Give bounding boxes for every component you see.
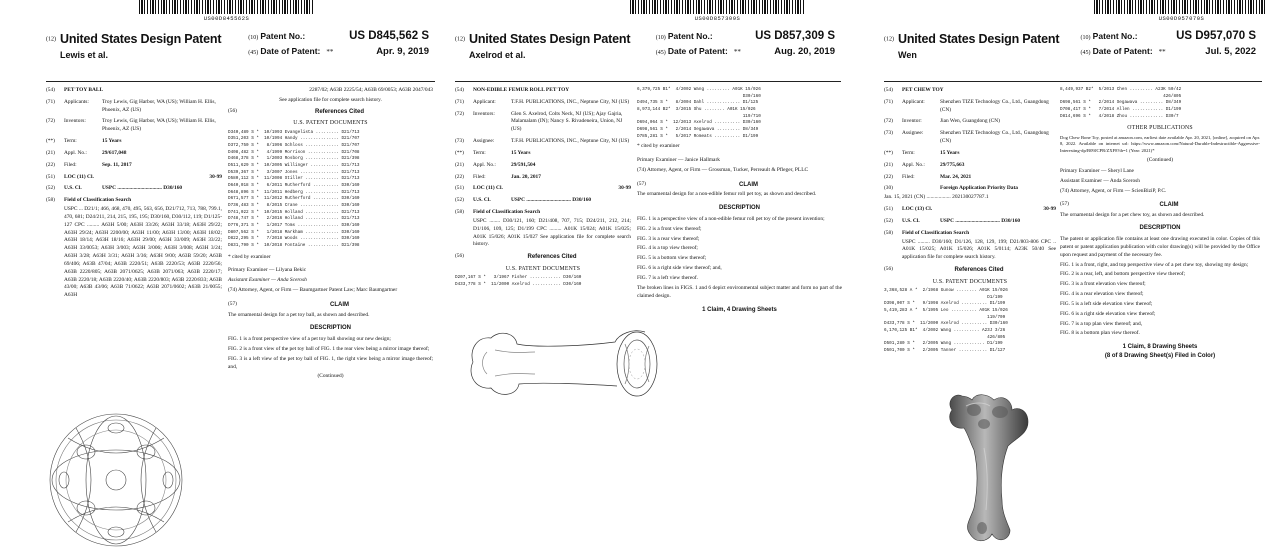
entry-foreign-priority: (30) Foreign Application Priority Data: [884, 185, 1018, 192]
chew-toy-drawing: [944, 388, 1034, 548]
patent-date: Jul. 5, 2022: [1205, 46, 1256, 57]
claim-text: The ornamental design for a non-edible femur roll pet toy, as shown and described.: [637, 191, 817, 198]
claims-sheets: 1 Claim, 4 Drawing Sheets: [702, 307, 777, 314]
femur-drawing: [465, 322, 675, 404]
entry-inventors: (72) Inventors: Troy Lewis, Gig Harbor, WA (US); William H. Ellis, Phoenix, AZ (US): [46, 118, 216, 133]
entry-field-search: (58) Field of Classification Search: [884, 229, 970, 236]
entry-filed: (22) Filed: Jan. 20, 2017: [455, 173, 541, 180]
description-line: FIG. 4 is a rear elevation view thereof;: [1060, 291, 1144, 298]
patent-date: Apr. 9, 2019: [376, 46, 429, 57]
patent-number: US D957,070 S: [1176, 30, 1256, 42]
description-line: FIG. 6 is a right side elevation view thereof;: [1060, 310, 1156, 317]
description-line: FIG. 3 is a left view of the pet toy ball of FIG. 1, the right view being a mirror image thereof; and,: [228, 355, 433, 370]
barcode: [1094, 0, 1266, 24]
date-star: **: [1158, 48, 1166, 56]
right-column: [1060, 87, 1260, 361]
entry-applicant: (71) Applicant: T.F.H. PUBLICATIONS, INC., Neptune City, NJ (US): [455, 98, 630, 105]
references-list-continued: 8,449,937 B2* 5/2013 Chen ......... A23K 50/42 426/805 D698,561 S * 2/2014 Segawava ......... D8/349 D708,417 S * 7/2014 Allen ............ D1/199 D814,696 S * 4/2018 Zhou ............. D30/7: [1060, 87, 1182, 119]
barcode: [630, 0, 805, 24]
assistant-examiner: Assistant Examiner — Anda Scerosh: [228, 277, 307, 284]
description-line: The broken lines in FIGS. 1 and 6 depict environmental subject matter and form no part of the claimed design.: [637, 284, 842, 299]
entry-term: (**) Term: 15 Years: [884, 149, 960, 156]
description-line: FIG. 7 is a top plan view thereof; and,: [1060, 320, 1143, 327]
description-line: FIG. 1 is a front perspective view of a pet toy ball showing our new design;: [228, 336, 391, 343]
patent-title: United States Design Patent: [60, 32, 222, 46]
claim-header: (57) CLAIM: [228, 300, 349, 308]
barcode-bars: [630, 0, 805, 14]
classification-text: USPC ......... D30/160; D1/126, 128, 129, 199; D21/803-806 CPC .. A01K 15/025; A01K 15/026; A01K 5/0114; A23K 50/40 See application file for complete search history.: [902, 238, 1056, 261]
entry-appl-no: (21) Appl. No.: 29/617,048: [46, 149, 127, 156]
description-heading: DESCRIPTION: [1139, 225, 1181, 232]
patent-no-code: (10): [248, 35, 259, 41]
right-column: [637, 87, 842, 318]
date-label: Date of Patent:: [260, 46, 321, 56]
patent-number: US D845,562 S: [349, 30, 429, 42]
entry-us-cl: (52) U.S. Cl. USPC ................................. D30/160: [46, 185, 183, 192]
references-list: D340,489 S * 10/1993 Evangelista ......... D21/713 D351,203 S * 10/1994 Handy ............... D21/707 D372,750 S * 8/1996 Schloss ............. D21/707 D408,482 S * 4/1999 Morrison ............ D21/708 D468,378 S * 1/2003 Rosborg ............. D21/398 D511,629 S * 10/2005 Willinger ........... D21/713 D539,367 S * 3/2007 Jones ............... D21/713 D580,112 S * 11/2008 Stiller ............. D21/713 D640,018 S * 6/2011 Rutherford .......... D30/160 D648,896 S * 11/2011 Hedberg ............. D21/713 D671,577 S * 11/2012 Rutherford .......... D30/160 D736,483 S * 8/2015 Crane ............... D30/160 D741,022 S * 10/2015 Holland ............. D21/713 D748,747 S * 2/2016 Holland ............. D21/713 D776,371 S * 1/2017 Toms ................ D30/160 D807,562 S * 1/2018 Markham ............. D30/160 D822,295 S * 7/2018 Woods ............... D30/160 D831,790 S * 10/2018 Fontaine ............ D21/398: [228, 129, 360, 248]
femur-roll-illustration: [465, 322, 675, 404]
barcode-bars: [1094, 0, 1266, 14]
patent-no-code: (10): [655, 35, 666, 41]
description-line: FIG. 5 is a left side elevation view thereof;: [1060, 300, 1153, 307]
other-publications-heading: OTHER PUBLICATIONS: [1127, 125, 1193, 132]
description-heading: DESCRIPTION: [309, 325, 351, 332]
primary-examiner: Primary Examiner — Janice Hallmark: [637, 157, 720, 164]
classification-text: USPC ........ D30/121, 160; D21/408, 707, 715; D24/211, 212, 214; D1/106, 109, 125; D1/199 CPC ......... A01K 15/024; A01K 15/025; A01K 15/026; A01K 15/027 See application file for complete search history.: [473, 217, 631, 248]
country-code: (12): [46, 36, 56, 43]
references-sub: U.S. PATENT DOCUMENTS: [505, 265, 581, 272]
entry-inventors: (72) Inventors: Glen S. Axelrod, Colts Neck, NJ (US); Ajay Gajria, Malamalam (IN); Nancy S. Rivadeneira, Union, NJ (US): [455, 110, 623, 133]
attorney: (74) Attorney, Agent, or Firm — Baumgartner Patent Law; Marc Baumgartner: [228, 287, 398, 294]
barcode: [139, 0, 314, 24]
classification-text: USPC ... D21/1; 466, 468, 470, 495, 563, 656, D21/712, 713, 788, 799.1, 470, 681; D24/211, 214, 215, 195, 195; D30/160, D30/112, 119; D1/125-127 CPC ......... A63H 5/00; A63H 33/26; A63H 33/18; A63H 29/22; A63H 29/24; A63H 2200/00; A63H 11/00; A63H 13/00; A63H 18/02; A63H 18/14; A63H 18/16; A63H 29/00; A63H 33/009; A63H 33/22; A63H 33/0053; A63H 3/003; A63H 3/006; A63H 3/008; A63H 3/24; A63H 3/28; A63H 3/31; A63H 3/36; A63H 9/00; A63B 59/20; A63B 69/406; A63B 47/04; A63B 2220/51; A63B 2220/53; A63B 2220/56; A63B 2220/805; A63B 2071/0625; A63B 2071/063; A63B 2220/17; A63B 2220/18; A63B 2220/40; A63B 2220/803; A63B 2220/833; A63B 43/00; A63B 43/06; A63B 71/0622; A63B 2071/0602; A63B 21/0055; A63H: [64, 206, 222, 299]
entry-loc: (51) LOC (11) Cl. 30-99: [455, 185, 631, 192]
left-column: [455, 87, 631, 289]
entry-loc: (51) LOC (13) Cl. 30-99: [884, 206, 1056, 213]
inventor-line: Axelrod et al.: [469, 50, 526, 60]
primary-examiner: Primary Examiner — Sheryl Lane: [1060, 168, 1134, 175]
header-rule: [455, 81, 841, 82]
entry-us-cl: (52) U.S. Cl. USPC ................................. D30/160: [455, 197, 592, 204]
other-publications: Dog Chew Bone Toy, posted at amazon.com, earliest date available Apr. 20, 2021, [online], acquired on Apr. 8, 2022. Available on internet url: https://www.amazon.com/Natural-Durable-Indestructible-Aggressive-Interesting-dp/B09JCPR/ZXF8?th=1 (Year: 2021)*: [1060, 134, 1260, 153]
patent-header: [455, 30, 841, 82]
description-line: FIG. 1 is a front, right, and top perspective view of a pet chew toy, showing my design;: [1060, 261, 1249, 268]
country-code: (12): [455, 36, 465, 43]
description-line: FIG. 7 is a left view thereof.: [637, 274, 699, 281]
pet-toy-ball-illustration: [46, 408, 186, 551]
description-heading: DESCRIPTION: [718, 205, 760, 212]
patent-date: Aug. 20, 2019: [774, 46, 835, 57]
references-header: (56) References Cited: [455, 253, 577, 261]
patent-page-femur-roll: [445, 0, 845, 551]
entry-title: (54) NON-EDIBLE FEMUR ROLL PET TOY: [455, 87, 570, 93]
references-list: 3,368,528 A * 2/1968 Gunow ........ A01K 15/026 D1/199 D398,007 S * 9/1998 Axelrod .......... D1/199 5,419,283 A * 5/1995 Leo .......... A01K 15/026 119/709 D433,778 S * 11/2000 Axelrod .......... D30/160 6,170,125 B1* 4/2002 Wang .......... A23J 3/26 426/805 D501,280 S * 2/2005 Wang ............ D1/199 D501,700 S * 2/2005 Tanner ........... D1/127: [884, 288, 1008, 354]
date-label: Date of Patent:: [667, 46, 728, 56]
date-star: **: [733, 48, 741, 56]
patent-no-label: Patent No.:: [1092, 31, 1138, 41]
left-column: [46, 87, 222, 302]
entry-assignee: (73) Assignee: T.F.H. PUBLICATIONS, INC., Neptune City, NJ (US): [455, 138, 630, 145]
description-line: The patent or application file contains at least one drawing executed in color. Copies of this patent or patent application publication with color drawing(s) will be provided by the Office upon request and payment of the necessary fee.: [1060, 236, 1260, 258]
description-line: FIG. 8 is a bottom plan view thereof.: [1060, 330, 1140, 337]
patent-page-pet-chew-toy: [874, 0, 1266, 551]
patent-no-code: (10): [1080, 35, 1091, 41]
right-column: [228, 87, 433, 383]
pet-chew-toy-illustration: [944, 388, 1034, 548]
patent-no-label: Patent No.:: [667, 31, 713, 41]
patent-no-label: Patent No.:: [260, 31, 306, 41]
claim-header: (57) CLAIM: [637, 180, 758, 188]
patent-header: [46, 30, 435, 82]
claim-text: The ornamental design for a pet toy ball, as shown and described.: [228, 311, 370, 318]
entry-applicant: (71) Applicant: Shenzhen TIZE Technology Co., Ltd., Guangdong (CN): [884, 98, 1049, 113]
entry-applicants: (71) Applicants: Troy Lewis, Gig Harbor, WA (US); William H. Ellis, Phoenix, AZ (US): [46, 98, 216, 113]
barcode-bars: [139, 0, 314, 14]
patent-page-pet-toy-ball: [36, 0, 439, 551]
entry-assignee: (73) Assignee: Shenzhen TIZE Technology Co., Ltd., Guangdong (CN): [884, 130, 1049, 145]
country-code: (12): [884, 36, 894, 43]
references-header: (56) References Cited: [228, 107, 365, 115]
classification-continued: 2287/02; A63B 2225/54; A63B 69/0053; A63B 2047/043: [309, 87, 433, 93]
entry-filed: (22) Filed: Sep. 11, 2017: [46, 161, 132, 168]
color-sheets-note: (8 of 8 Drawing Sheet(s) Filed in Color): [1104, 352, 1216, 359]
references-sub: U.S. PATENT DOCUMENTS: [293, 120, 368, 127]
date-label: Date of Patent:: [1092, 46, 1153, 56]
continued-note: (Continued): [1146, 156, 1174, 163]
description-line: FIG. 3 is a rear view thereof;: [637, 235, 700, 242]
continued-note: (Continued): [317, 373, 344, 380]
cited-by-examiner: * cited by examiner: [637, 143, 680, 150]
entry-field-search: (58) Field of Classification Search: [46, 197, 132, 204]
date-code: (45): [248, 50, 259, 56]
left-column: [884, 87, 1056, 355]
patent-header: [884, 30, 1262, 82]
references-list: D207,167 S * 3/1967 Fisher ............ D30/160 D433,778 S * 11/2000 Axelrod ........... D30/160: [455, 275, 582, 287]
barcode-number: US00D957070S: [1158, 15, 1205, 22]
patent-title: United States Design Patent: [898, 32, 1060, 46]
date-code: (45): [655, 50, 666, 56]
entry-filed: (22) Filed: Mar. 24, 2021: [884, 173, 972, 180]
entry-title: (54) PET TOY BALL: [46, 87, 104, 93]
entry-field-search: (58) Field of Classification Search: [455, 209, 541, 216]
description-line: FIG. 6 is a right side view thereof; and,: [637, 265, 722, 272]
claim-text: The ornamental design for a pet chew toy, as shown and described.: [1060, 211, 1205, 218]
attorney: (74) Attorney, Agent, or Firm — Grossman, Tucker, Perreault & Pfleger, PLLC: [637, 166, 809, 173]
references-header: (56) References Cited: [884, 266, 1004, 274]
entry-title: (54) PET CHEW TOY: [884, 87, 944, 93]
entry-appl-no: (21) Appl. No.: 29/775,663: [884, 161, 965, 168]
inventor-line: Lewis et al.: [60, 50, 109, 60]
description-line: FIG. 1 is a perspective view of a non-edible femur roll pet toy of the present invention;: [637, 215, 825, 222]
description-line: FIG. 2 is a front view thereof;: [637, 225, 702, 232]
claim-header: (57) CLAIM: [1060, 200, 1179, 208]
date-code: (45): [1080, 50, 1091, 56]
entry-priority-date: Jan. 15, 2021 (CN) .................. 202130027787.1: [884, 194, 989, 201]
patent-number: US D857,309 S: [755, 30, 835, 42]
references-sub: U.S. PATENT DOCUMENTS: [932, 278, 1008, 285]
assistant-examiner: Assistant Examiner — Anda Scerosh: [1060, 178, 1140, 185]
header-rule: [46, 81, 435, 82]
description-line: FIG. 3 is a front elevation view thereof;: [1060, 281, 1146, 288]
barcode-number: US00D845562S: [203, 15, 250, 22]
barcode-number: US00D857309S: [694, 15, 741, 22]
entry-us-cl: (52) U.S. Cl. USPC ................................. D30/160: [884, 217, 1021, 224]
claims-sheets: 1 Claim, 8 Drawing Sheets: [1122, 344, 1198, 351]
description-line: FIG. 2 is a front view of the pet toy ball of FIG. 1 the rear view being a mirror image thereof;: [228, 345, 430, 352]
inventor-line: Wen: [898, 50, 917, 60]
patent-title: United States Design Patent: [469, 32, 631, 46]
header-rule: [884, 81, 1262, 82]
references-list-continued: 6,379,725 B1* 4/2002 Wang ......... A01K 15/026 D30/160 D494,735 S * 8/2004 Dahl ............. D1/125 8,973,144 B2* 3/2015 Shu ........ A01K 15/026 119/710 D694,064 S * 12/2013 Axelrod .......... D30/160 D698,561 S * 2/2014 Segawava ......... D8/349 D785,281 S * 5/2017 Romeats .......... D1/199: [637, 87, 761, 139]
entry-loc: (51) LOC (11) Cl. 30-99: [46, 173, 222, 180]
entry-inventor: (72) Inventor: Jian Wen, Guangdong (CN): [884, 118, 1000, 125]
see-application: See application file for complete search history.: [279, 96, 382, 103]
description-line: FIG. 2 is a rear, left, and bottom perspective view thereof;: [1060, 271, 1186, 278]
entry-term: (**) Term: 15 Years: [46, 138, 122, 145]
cited-by-examiner: * cited by examiner: [228, 253, 271, 260]
ball-drawing: [46, 408, 186, 551]
attorney: (74) Attorney, Agent, or Firm — ScienBiziP, P.C.: [1060, 188, 1167, 195]
description-line: FIG. 4 is a top view thereof;: [637, 245, 698, 252]
primary-examiner: Primary Examiner — Lilyana Bekic: [228, 267, 307, 274]
entry-appl-no: (21) Appl. No.: 29/591,504: [455, 161, 536, 168]
date-star: **: [326, 48, 334, 56]
description-line: FIG. 5 is a bottom view thereof;: [637, 255, 707, 262]
entry-term: (**) Term: 15 Years: [455, 149, 531, 156]
